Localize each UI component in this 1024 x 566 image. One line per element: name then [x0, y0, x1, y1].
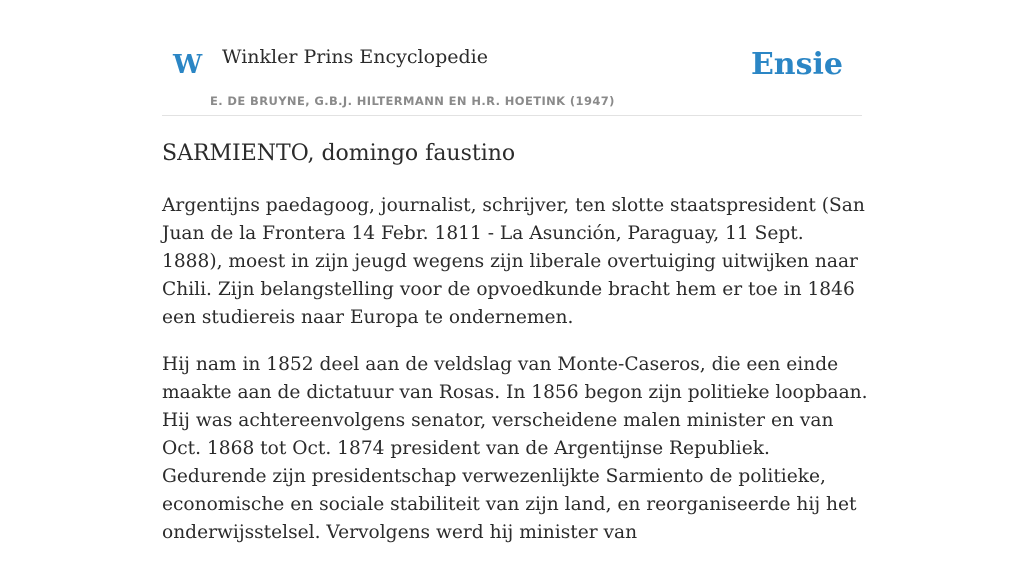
ensie-brand-logo[interactable]: Ensie	[750, 47, 843, 82]
book-title[interactable]: Winkler Prins Encyclopedie	[222, 46, 488, 68]
book-authors: E. DE BRUYNE, G.B.J. HILTERMANN EN H.R. HOETINK (1947)	[210, 94, 615, 108]
winkler-prins-logo[interactable]: W	[173, 50, 203, 80]
site-header	[162, 30, 862, 116]
article-paragraph: Hij nam in 1852 deel aan de veldslag van Monte-Caseros, die een einde maakte aan de dictatuur van Rosas. In 1856 begon zijn politieke loopbaan. Hij was achtereenvolgens senator, verscheidene malen minister en van Oct. 1868 tot Oct. 1874 president van de Argentijnse Republiek. Gedurende zijn presidentschap verwezenlijkte Sarmiento de politieke, economische en sociale stabiliteit van zijn land, en reorganiseerde hij het onderwijsstelsel. Vervolgens werd hij minister van	[162, 354, 868, 543]
article-body	[162, 192, 868, 566]
article-paragraph: Argentijns paedagoog, journalist, schrijver, ten slotte staatspresident (San Juan de la Frontera 14 Febr. 1811 - La Asunción, Paraguay, 11 Sept. 1888), moest in zijn jeugd wegens zijn liberale overtuiging uitwijken naar Chili. Zijn belangstelling voor de opvoedkunde bracht hem er toe in 1846 een studiereis naar Europa te ondernemen.	[162, 195, 865, 328]
article-title: SARMIENTO, domingo faustino	[162, 141, 516, 166]
